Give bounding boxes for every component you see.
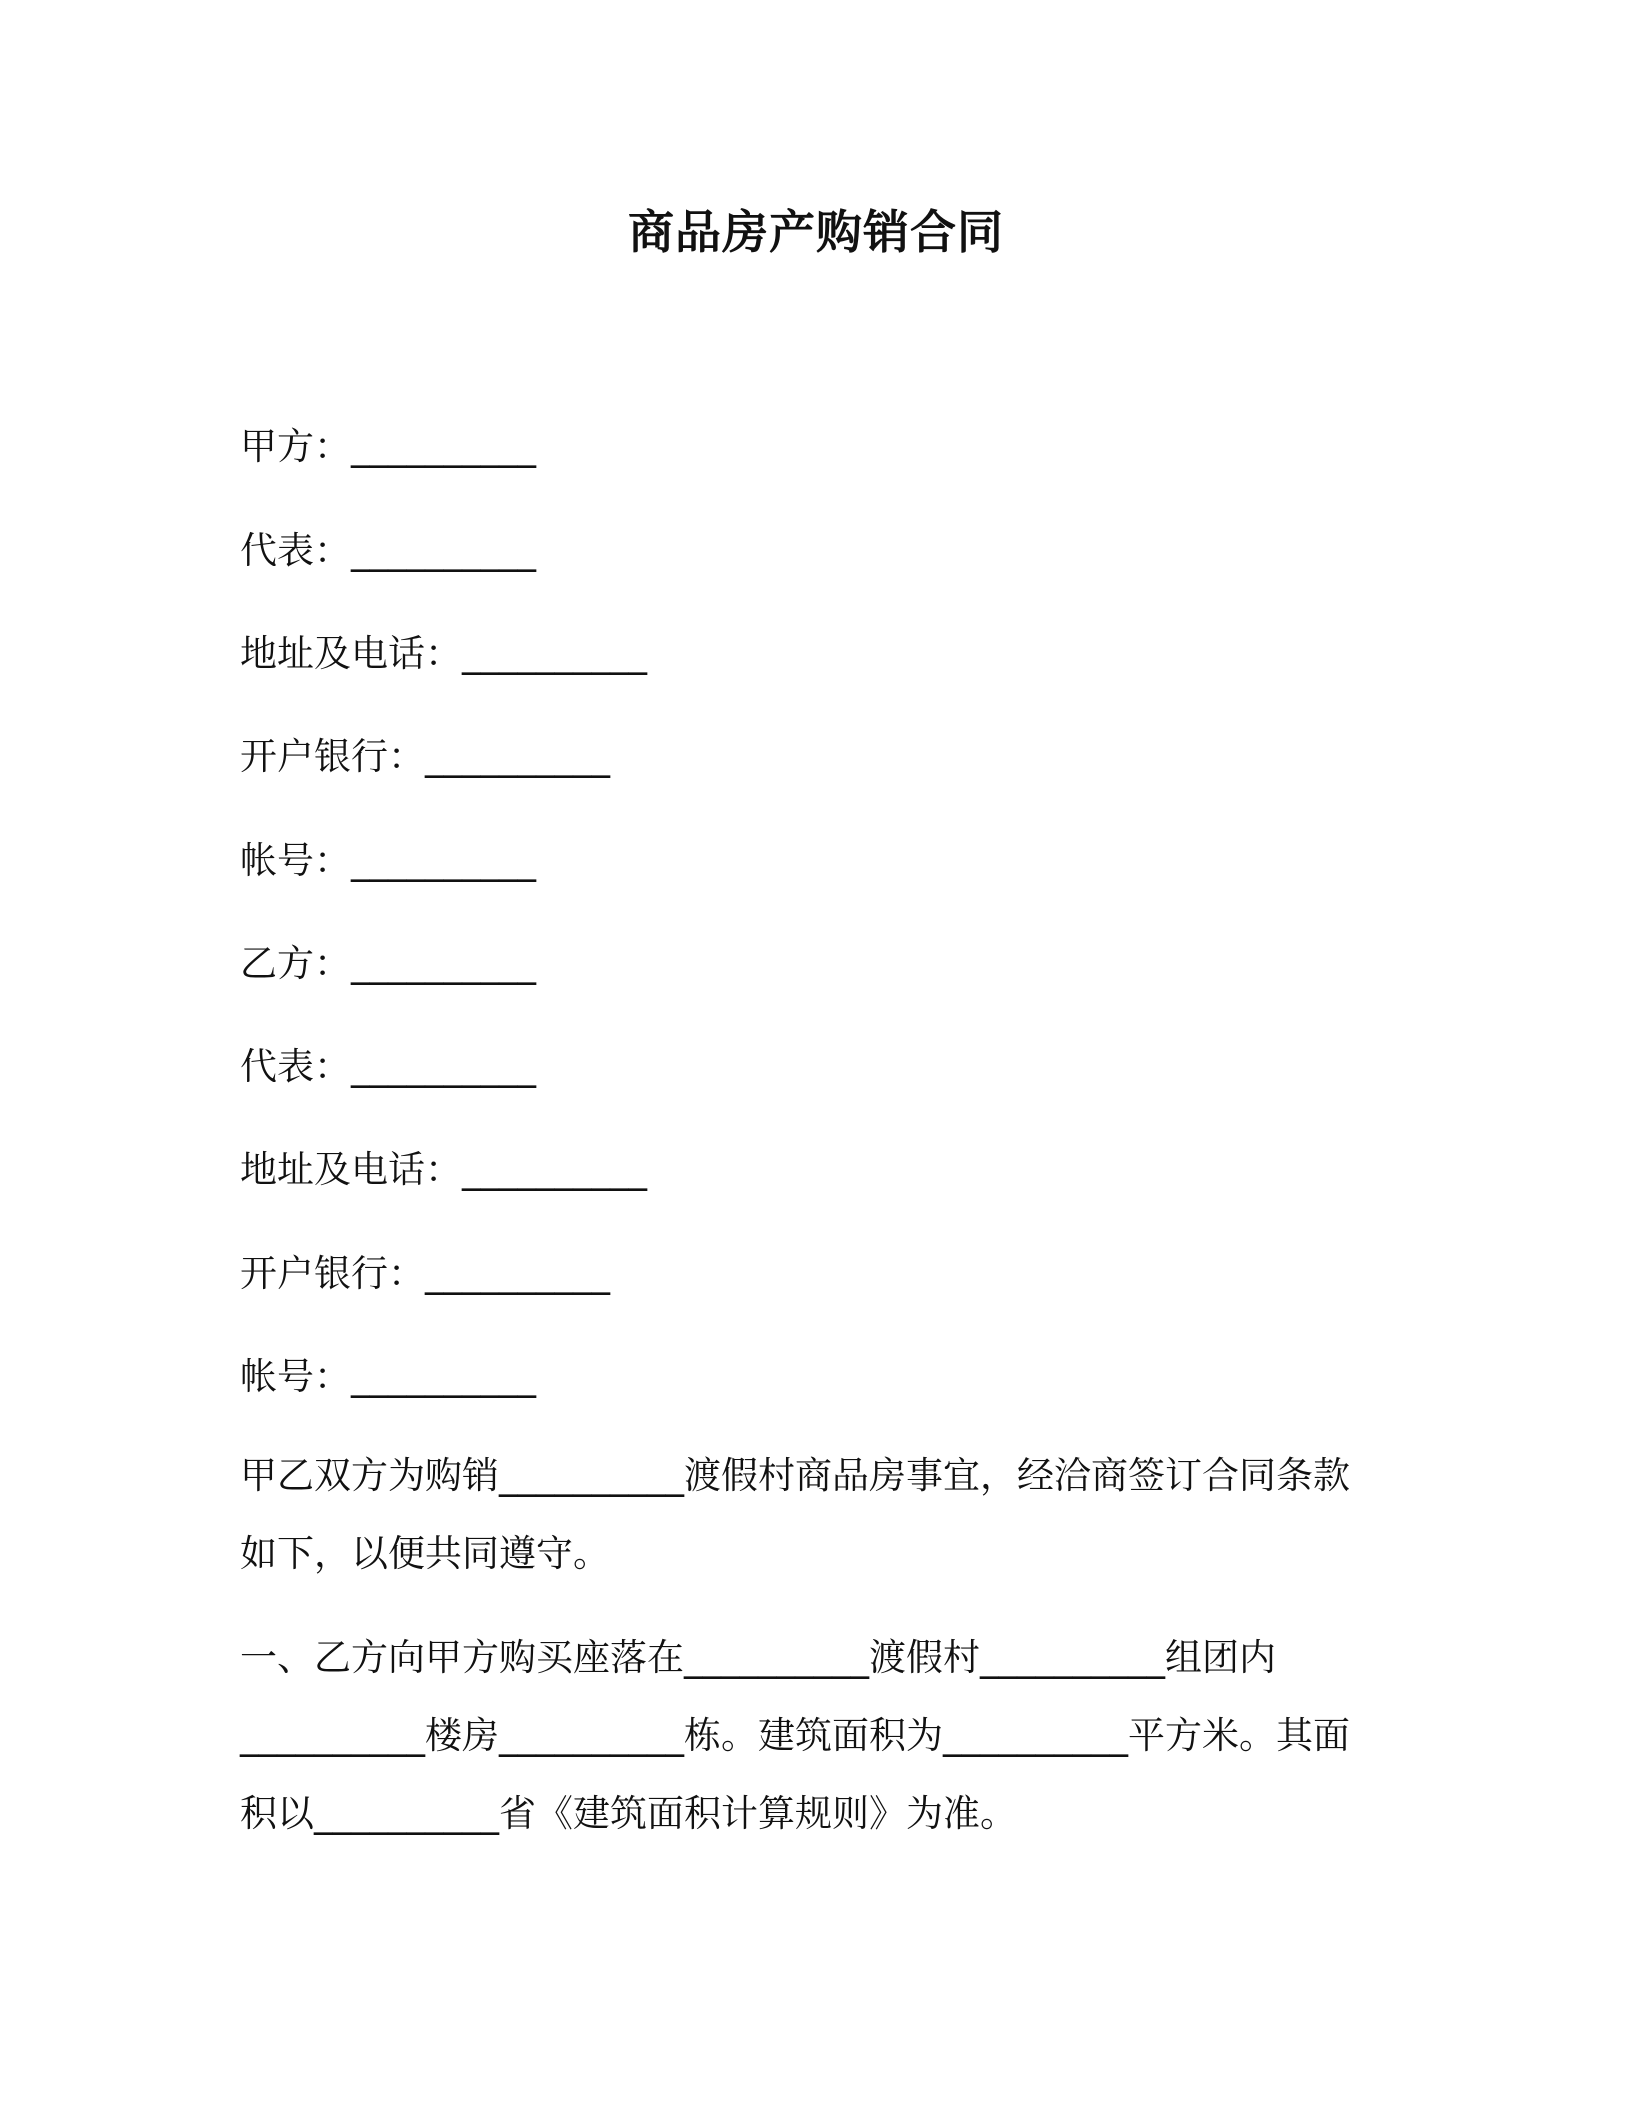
party-b-representative-field: 代表：__________	[240, 1045, 536, 1088]
party-a-bank-field: 开户银行：__________	[240, 735, 610, 778]
party-b-address-phone-field: 地址及电话：__________	[240, 1148, 647, 1191]
clause-line: 积以__________省《建筑面积计算规则》为准。	[240, 1792, 1017, 1835]
clause-line: 一、乙方向甲方购买座落在__________渡假村__________组团内	[240, 1636, 1276, 1679]
clause-line: __________楼房__________栋。建筑面积为__________平方米。其面	[240, 1714, 1350, 1757]
party-b-account-field: 帐号：__________	[240, 1355, 536, 1398]
party-a-representative-field: 代表：__________	[240, 529, 536, 572]
intro-line: 如下，以便共同遵守。	[240, 1532, 610, 1575]
party-a-name-field: 甲方：__________	[240, 425, 536, 468]
party-b-bank-field: 开户银行：__________	[240, 1252, 610, 1295]
intro-paragraph	[240, 1437, 1400, 1593]
document-title: 商品房产购销合同	[628, 205, 1004, 259]
clause-1-paragraph	[240, 1619, 1400, 1853]
party-b-name-field: 乙方：__________	[240, 942, 536, 985]
party-a-account-field: 帐号：__________	[240, 839, 536, 882]
party-a-address-phone-field: 地址及电话：__________	[240, 632, 647, 675]
intro-line: 甲乙双方为购销__________渡假村商品房事宜，经洽商签订合同条款	[240, 1454, 1350, 1497]
